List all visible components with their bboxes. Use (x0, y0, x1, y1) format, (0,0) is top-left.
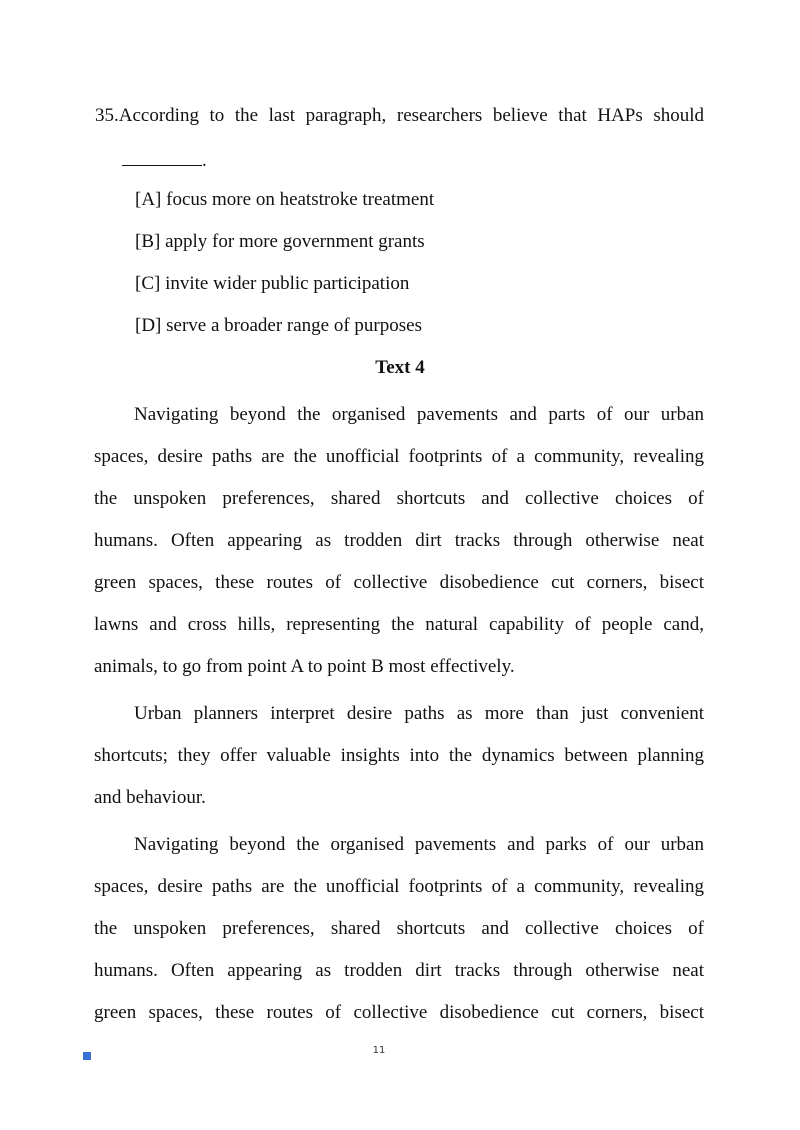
section-title: Text 4 (375, 357, 425, 378)
paragraph-3-line: Navigating beyond the organised pavements and parks of our urban (134, 834, 704, 855)
paragraph-2-line: shortcuts; they offer valuable insights into the dynamics between planning (94, 745, 704, 766)
option-c: [C] invite wider public participation (135, 273, 410, 294)
page-number: 11 (372, 1045, 386, 1056)
corner-square-marker (83, 1052, 91, 1060)
option-b: [B] apply for more government grants (135, 231, 425, 252)
paragraph-1-line: lawns and cross hills, representing the natural capability of people cand, (94, 614, 704, 635)
answer-blank (122, 148, 322, 173)
question-stem: 35.According to the last paragraph, researchers believe that HAPs should (95, 105, 704, 126)
paragraph-1-line: green spaces, these routes of collective disobedience cut corners, bisect (94, 572, 704, 593)
paragraph-3-line: humans. Often appearing as trodden dirt tracks through otherwise neat (94, 960, 704, 981)
paragraph-3-line: green spaces, these routes of collective disobedience cut corners, bisect (94, 1002, 704, 1023)
option-d: [D] serve a broader range of purposes (135, 315, 422, 336)
blank-suffix: . (202, 150, 207, 171)
paragraph-2-line: Urban planners interpret desire paths as more than just convenient (134, 703, 704, 724)
paragraph-1-line: spaces, desire paths are the unofficial footprints of a community, revealing (94, 446, 704, 467)
blank-underline (122, 148, 202, 166)
paragraph-3-line: the unspoken preferences, shared shortcuts and collective choices of (94, 918, 704, 939)
paragraph-1-line: the unspoken preferences, shared shortcuts and collective choices of (94, 488, 704, 509)
paragraph-1-line: humans. Often appearing as trodden dirt tracks through otherwise neat (94, 530, 704, 551)
paragraph-1-line: Navigating beyond the organised pavements and parts of our urban (134, 404, 704, 425)
paragraph-1-line: animals, to go from point A to point B most effectively. (94, 656, 515, 677)
paragraph-3-line: spaces, desire paths are the unofficial footprints of a community, revealing (94, 876, 704, 897)
option-a: [A] focus more on heatstroke treatment (135, 189, 435, 210)
paragraph-2-line: and behaviour. (94, 787, 206, 808)
